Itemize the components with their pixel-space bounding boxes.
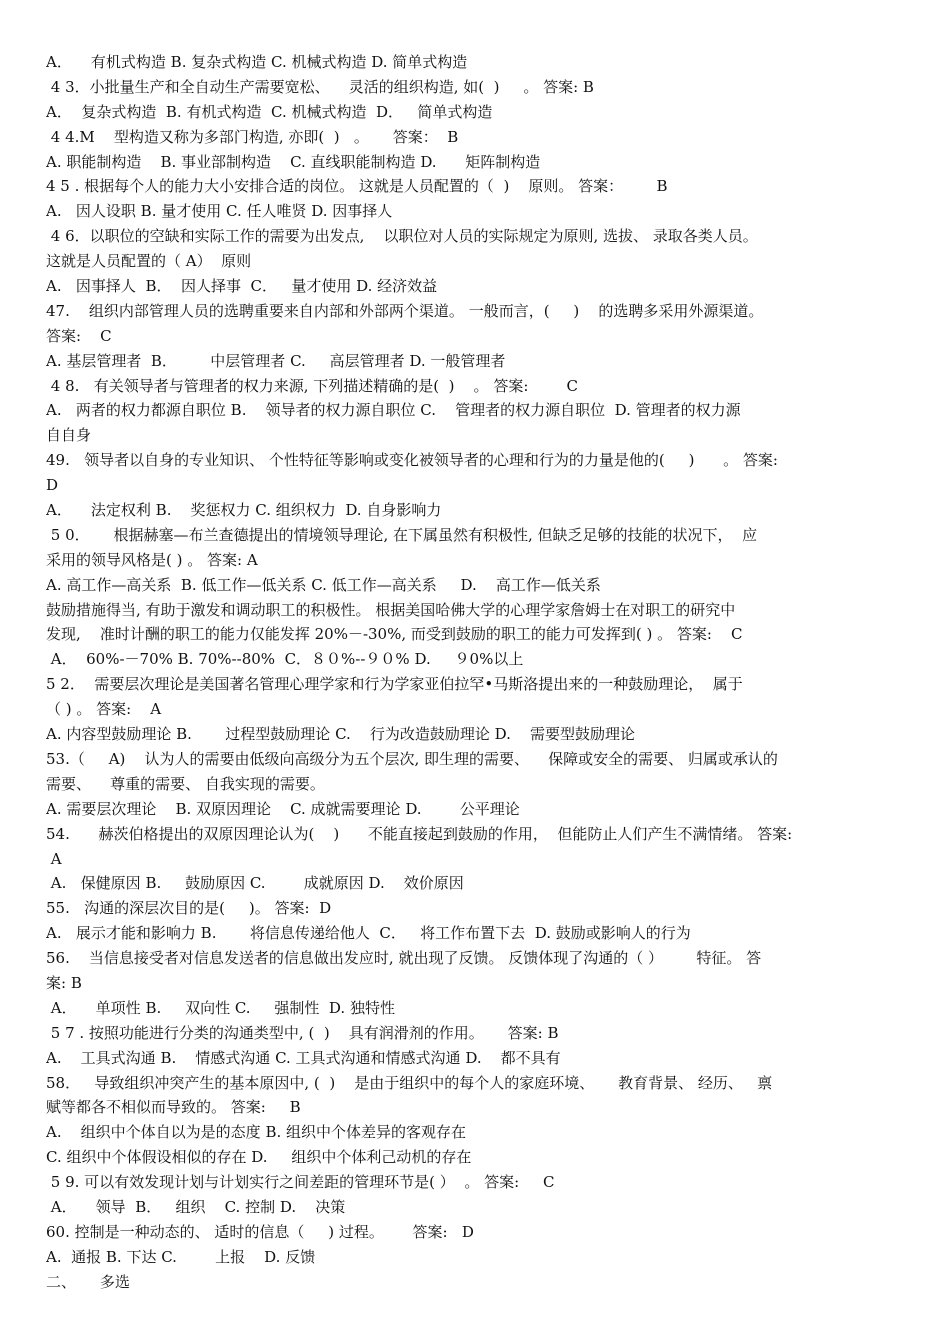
text-line: 49. 领导者以自身的专业知识、 个性特征等影响或变化被领导者的心理和行为的力量是他的( ) 。 答案:: [46, 451, 778, 470]
text-line: 鼓励措施得当, 有助于激发和调动职工的积极性。 根据美国哈佛大学的心理学家詹姆士在对职工的研究中: [46, 600, 736, 619]
text-line: A. 职能制构造 B. 事业部制构造 C. 直线职能制构造 D. 矩阵制构造: [46, 152, 541, 171]
text-line: 发现, 准时计酬的职工的能力仅能发挥 20%－-30%, 而受到鼓励的职工的能力可发挥到( ) 。 答案: C: [46, 625, 743, 644]
text-line: （ ) 。 答案: A: [46, 700, 162, 719]
text-line: A. 两者的权力都源自职位 B. 领导者的权力源自职位 C. 管理者的权力源自职位 D. 管理者的权力源: [46, 401, 741, 420]
text-line: C. 组织中个体假设相似的存在 D. 组织中个体利己动机的存在: [46, 1148, 472, 1167]
text-line: A. 工具式沟通 B. 情感式沟通 C. 工具式沟通和情感式沟通 D. 都不具有: [46, 1048, 561, 1067]
text-line: 4 3．小批量生产和全自动生产需要宽松、 灵活的组织构造, 如( ) 。 答案: B: [46, 77, 594, 96]
text-line: A: [46, 849, 62, 868]
text-line: 5 9. 可以有效发现计划与计划实行之间差距的管理环节是( ） 。 答案: C: [46, 1173, 555, 1192]
text-line: 4 8. 有关领导者与管理者的权力来源, 下列描述精确的是( ) 。 答案: C: [46, 376, 578, 395]
text-line: 采用的领导风格是( ) 。 答案: A: [46, 550, 258, 569]
text-line: A. 展示才能和影响力 B. 将信息传递给他人 C． 将工作布置下去 D. 鼓励或影响人的行为: [46, 924, 691, 943]
text-line: A． 复杂式构造 B. 有机式构造 C. 机械式构造 D． 简单式构造: [46, 102, 493, 121]
text-line: 4 4.M 型构造又称为多部门构造, 亦即( ) 。 答案： B: [46, 127, 459, 146]
document-body: [46, 50, 906, 1295]
text-line: 案: B: [46, 973, 82, 992]
text-line: A. 内容型鼓励理论 B. 过程型鼓励理论 C. 行为改造鼓励理论 D. 需要型鼓励理论: [46, 725, 635, 744]
text-line: 58． 导致组织冲突产生的基本原因中, ( ) 是由于组织中的每个人的家庭环境、 教育背景、 经历、 禀: [46, 1073, 773, 1092]
text-line: 55. 沟通的深层次目的是( )。 答案: D: [46, 899, 332, 918]
text-line: 自自身: [46, 426, 92, 445]
text-line: 需要、 尊重的需要、 自我实现的需要。: [46, 774, 325, 793]
text-line: A． 60%-－70% B. 70%--80% C．８０%--９０% D. ９0%以上: [46, 650, 524, 669]
text-line: 54. 赫茨伯格提出的双原因理论认为( ) 不能直接起到鼓励的作用， 但能防止人们产生不满情绪。 答案:: [46, 824, 793, 843]
text-line: 赋等都各不相似而导致的。 答案: B: [46, 1098, 301, 1117]
text-line: A. 基层管理者 B． 中层管理者 C. 高层管理者 D. 一般管理者: [46, 351, 506, 370]
text-line: 二、 多选: [46, 1272, 130, 1291]
text-line: 这就是人员配置的（ A） 原则: [46, 252, 252, 271]
text-line: A. 需要层次理论 B. 双原因理论 C. 成就需要理论 D. 公平理论: [46, 799, 520, 818]
text-line: 56. 当信息接受者对信息发送者的信息做出发应时, 就出现了反馈。 反馈体现了沟通的（ ） 特征。 答: [46, 949, 762, 968]
text-line: 答案: C: [46, 326, 112, 345]
text-line: 60. 控制是一种动态的、 适时的信息（ ) 过程。 答案: D: [46, 1222, 474, 1241]
text-line: A. 因人设职 B. 量才使用 C. 任人唯贤 D. 因事择人: [46, 202, 393, 221]
text-line: A. 组织中个体自以为是的态度 B. 组织中个体差异的客观存在: [46, 1123, 467, 1142]
text-line: 5 0． 根据赫塞—布兰查德提出的情境领导理论, 在下属虽然有积极性, 但缺乏足够的技能的状况下， 应: [46, 525, 758, 544]
text-line: A. 通报 B. 下达 C. 上报 D. 反馈: [46, 1247, 316, 1266]
text-line: A. 因事择人 B． 因人择事 C． 量才使用 D. 经济效益: [46, 277, 438, 296]
text-line: 5 7 . 按照功能进行分类的沟通类型中, ( ) 具有润滑剂的作用。 答案: B: [46, 1023, 559, 1042]
text-line: 5 2． 需要层次理论是美国著名管理心理学家和行为学家亚伯拉罕•马斯洛提出来的一种鼓励理论， 属于: [46, 675, 743, 694]
text-line: A． 单项性 B. 双向性 C. 强制性 D. 独特性: [46, 998, 395, 1017]
text-line: A． 领导 B． 组织 C. 控制 D. 决策: [46, 1197, 346, 1216]
text-line: 47. 组织内部管理人员的选聘重要来自内部和外部两个渠道。 一般而言，( ) 的选聘多采用外源渠道。: [46, 301, 764, 320]
text-line: 53.（ A) 认为人的需要由低级向高级分为五个层次, 即生理的需要、 保障或安全的需要、 归属或承认的: [46, 749, 778, 768]
text-line: A． 法定权利 B. 奖惩权力 C. 组织权力 D. 自身影响力: [46, 501, 442, 520]
text-line: 4 6．以职位的空缺和实际工作的需要为出发点, 以职位对人员的实际规定为原则, 选拔、 录取各类人员。: [46, 227, 758, 246]
text-line: A. 保健原因 B. 鼓励原因 C. 成就原因 D. 效价原因: [46, 874, 464, 893]
text-line: D: [46, 476, 59, 495]
text-line: 4 5 . 根据每个人的能力大小安排合适的岗位。 这就是人员配置的（ ) 原则。 答案： B: [46, 177, 668, 196]
text-line: A. 高工作—高关系 B. 低工作—低关系 C. 低工作—高关系 D. 高工作—低关系: [46, 575, 601, 594]
text-line: A． 有机式构造 B. 复杂式构造 C. 机械式构造 D. 简单式构造: [46, 53, 468, 71]
